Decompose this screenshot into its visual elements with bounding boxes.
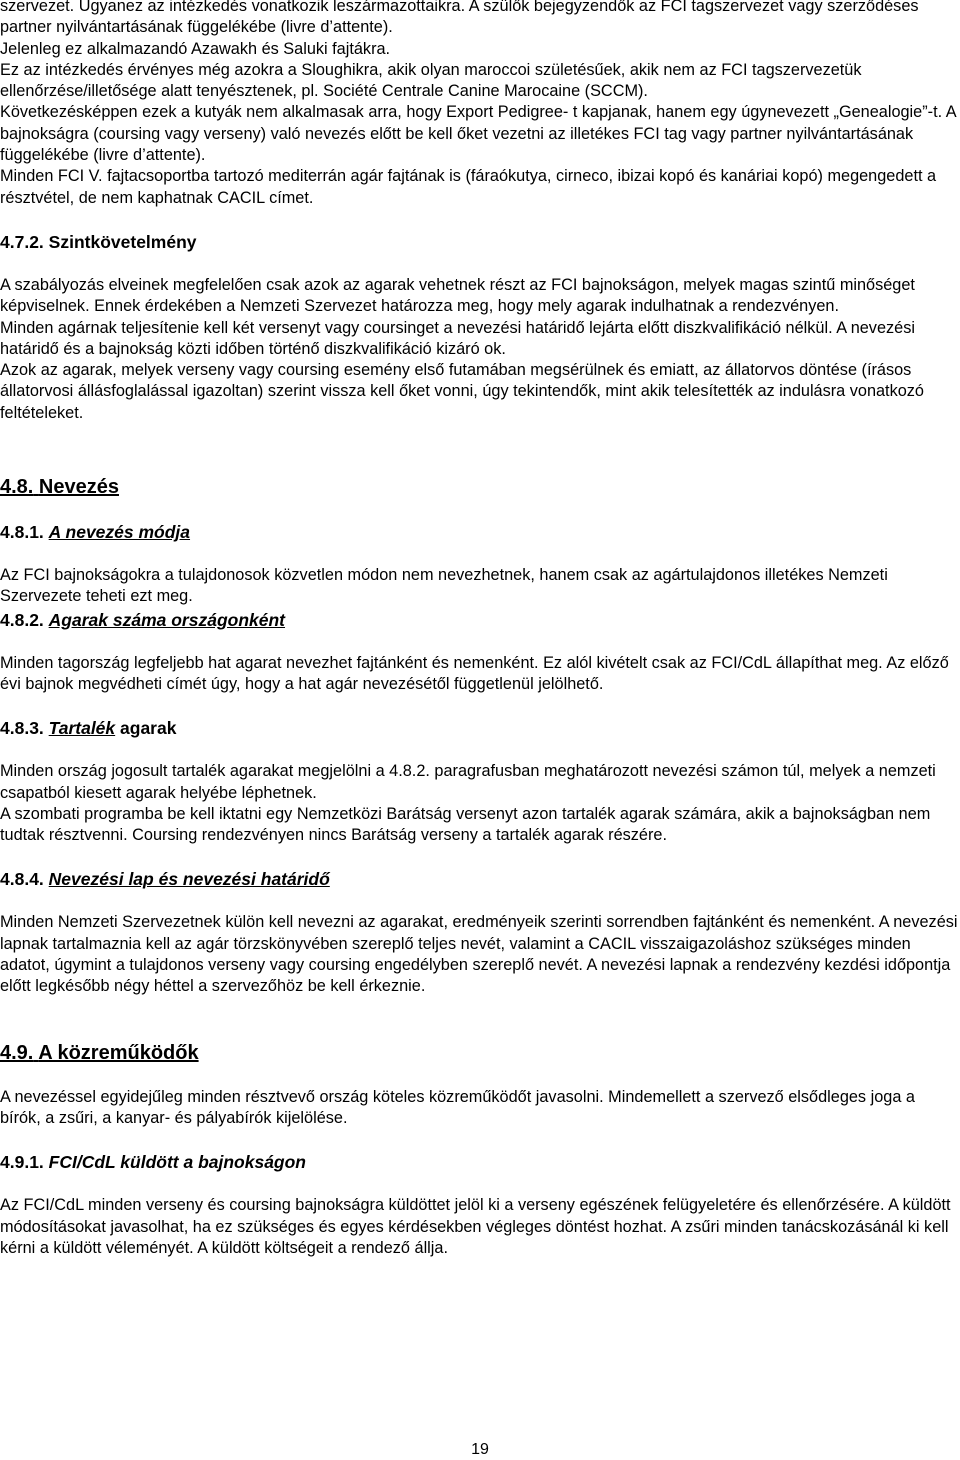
- section-title: FCI/CdL küldött a bajnokságon: [48, 1152, 306, 1173]
- section-heading-4-8-4: [0, 867, 958, 891]
- paragraph: A nevezéssel egyidejűleg minden résztvevő ország köteles közreműködőt javasolni. Mindemellett a szervező elsődleges joga a bírók, a zsűri, a kanyar- és pályabírók kijelölése.: [0, 1087, 915, 1127]
- paragraph: Ez az intézkedés érvényes még azokra a Sloughikra, akik olyan maroccoi születésűek, akik nem az FCI tagszervezetük ellenőrzése/illetősége alatt tenyésztenek, pl. Société Centrale Canine Marocaine (SCCM).: [0, 60, 862, 101]
- section-number: 4.9.: [0, 1041, 34, 1064]
- paragraph: szervezet. Ugyanez az intézkedés vonatkozik leszármazottaikra. A szülők bejegyzendők az FCI tagszervezet vagy szerződéses partner nyilvántartásának függelékébe (livre d’attente).: [0, 0, 919, 37]
- section-title: Nevezési lap és nevezési határidő: [48, 869, 330, 890]
- section-title: A nevezés módja: [48, 522, 191, 543]
- section-number: 4.8.2.: [0, 609, 44, 630]
- section-number: 4.8.4.: [0, 869, 44, 890]
- section-number: 4.7.2.: [0, 231, 44, 252]
- paragraph: Minden tagország legfeljebb hat agarat nevezhet fajtánként és nemenként. Ez alól kivételt csak az FCI/CdL állapíthat meg. Az előző évi bajnok megvédheti címét úgy, hogy a hat agár nevezésétől függetlenül jelölhető.: [0, 653, 949, 693]
- section-heading-4-8: [0, 474, 958, 500]
- page-number: 19: [471, 1441, 489, 1458]
- paragraph: Az FCI bajnokságokra a tulajdonosok közvetlen módon nem nevezhetnek, hanem csak az agártulajdonos illetékes Nemzeti Szervezete teheti ezt meg.: [0, 566, 888, 606]
- section-heading-4-9: [0, 1040, 958, 1066]
- section-title: Agarak száma országonként: [48, 609, 286, 630]
- paragraph: A szabályozás elveinek megfelelően csak azok az agarak vehetnek részt az FCI bajnokságon, melyek magas szintű minőséget képviselnek. Ennek érdekében a Nemzeti Szervezet határozza meg, hogy mely agarak indulhatnak a rendezvényen.: [0, 275, 915, 316]
- paragraph: Azok az agarak, melyek verseny vagy coursing esemény első futamában megsérülnek és emiatt, az állatorvos döntése (írásos állatorvosi állásfoglalással igazoltan) szerint vissza kell őket vonni, úgy tekintendők, mint akik telesítették az indulásra vonatkozó feltételeket.: [0, 361, 924, 422]
- paragraph: Minden FCI V. fajtacsoportba tartozó mediterrán agár fajtának is (fáraókutya, cirneco, ibizai kopó és kanáriai kopó) megengedett a résztvétel, de nem kaphatnak CACIL címet.: [0, 167, 937, 207]
- section-number: 4.8.1.: [0, 522, 44, 543]
- section-heading-4-8-1: [0, 520, 958, 544]
- section-title: Nevezés: [38, 476, 119, 499]
- paragraph: Az FCI/CdL minden verseny és coursing bajnokságra küldöttet jelöl ki a verseny egészének felügyeletére és ellenőrzésére. A küldött módosításokat javasolhat, ha ez szükséges és egyes kérdésekben végleges döntést hozhat. A zsűri minden tanácskozásánál ki kell kérni a küldött véleményét. A küldött költségeit a rendező állja.: [0, 1196, 951, 1257]
- section-number: 4.8.3.: [0, 718, 44, 739]
- paragraph: A szombati programba be kell iktatni egy Nemzetközi Barátság versenyt azon tartalék agarak számára, akik a bajnokságban nem tudtak résztvenni. Coursing rendezvényen nincs Barátság verseny a tartalék agarak részére.: [0, 804, 931, 845]
- paragraph: Minden Nemzeti Szervezetnek külön kell nevezni az agarakat, eredményeik szerinti sorrendben fajtánként és nemenként. A nevezési lapnak tartalmaznia kell az agár törzskönyvében szereplő teljes nevét, valamint a CACIL visszaigazoláshoz szükséges minden adatot, úgymint a tulajdonos verseny vagy coursing engedélyben szereplő nevét. A nevezési lapnak a rendezvény kezdési időpontja előtt legkésőbb négy héttel a szervezőhöz be kell érkeznie.: [0, 913, 958, 996]
- paragraph: Következésképpen ezek a kutyák nem alkalmasak arra, hogy Export Pedigree- t kapjanak, hanem egy úgynevezett „Genealogie”-t. A bajnokságra (coursing vagy verseny) való nevezés előtt be kell őket vezetni az illetékes FCI tag vagy partner nyilvántartásának függelékébe (livre d’attente).: [0, 103, 956, 165]
- section-number: 4.9.1.: [0, 1152, 44, 1173]
- section-heading-4-8-2: [0, 608, 958, 632]
- section-title-part: agarak: [120, 718, 177, 739]
- section-heading-4-7-2: [0, 230, 958, 254]
- section-heading-4-9-1: [0, 1150, 958, 1174]
- section-number: 4.8.: [0, 476, 34, 499]
- paragraph: Jelenleg ez alkalmazandó Azawakh és Saluki fajtákra.: [0, 39, 391, 58]
- section-heading-4-8-3: [0, 716, 958, 740]
- section-title: Szintkövetelmény: [48, 231, 197, 252]
- paragraph: Minden ország jogosult tartalék agarakat megjelölni a 4.8.2. paragrafusban meghatározott nevezési számon túl, melyek a nemzeti csapatból kiesett agarak helyébe léphetnek.: [0, 762, 936, 802]
- section-title: A közreműködők: [38, 1041, 199, 1064]
- paragraph: Minden agárnak teljesítenie kell két versenyt vagy coursinget a nevezési határidő lejárta előtt diszkvalifikáció nélkül. A nevezési határidő és a bajnokság közti időben történő diszkvalifikáció kizáró ok.: [0, 318, 915, 358]
- section-title-part: Tartalék: [48, 718, 116, 739]
